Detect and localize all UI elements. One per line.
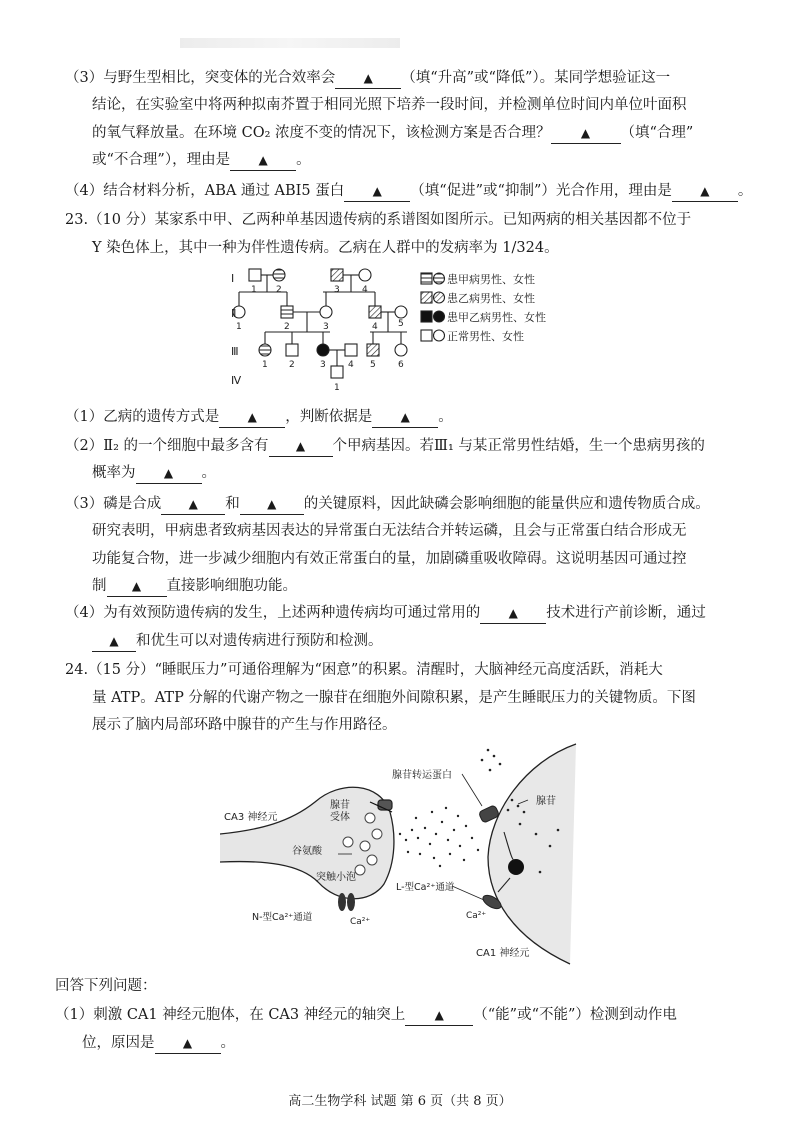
legend-jiayi: 患甲乙病男性、女性 [447,311,546,324]
label-ca3: CA3 神经元 [224,812,278,823]
q24-intro-line3: 展示了脑内局部环路中腺苷的产生与作用路径。 [92,717,397,733]
pedigree-number: 6 [398,360,404,370]
answer-blank[interactable]: ▲ [240,494,304,515]
pedigree-number: 4 [372,322,378,332]
q22-part3-line2: 结论，在实验室中将两种拟南芥置于相同光照下培养一段时间，并检测单位时间内单位叶面积 [92,97,687,113]
I2-jia-female [273,269,285,281]
pedigree-number: 2 [276,285,282,295]
gen-label-IV: Ⅳ [231,374,242,387]
pedigree-number: 1 [251,285,257,295]
q24-sub1-line1: （1）刺激 CA1 神经元胞体，在 CA3 神经元的轴突上 ▲ （“能”或“不能”）检测到动作电 [55,1005,677,1026]
III1-jia-female [259,344,271,356]
pedigree-number: 2 [284,322,290,332]
q23-intro-line1: 23.（10 分）某家系中甲、乙两种单基因遗传病的系谱图如图所示。已知两病的相关基因都不位于 [65,212,692,228]
pedigree-number: 4 [348,360,354,370]
answer-blank[interactable]: ▲ [230,150,296,171]
gen-label-I: Ⅰ [231,272,235,285]
I4-normal-female [359,269,371,281]
q23-sub1: （1）乙病的遗传方式是 ▲ ，判断依据是 ▲ 。 [65,407,453,428]
answer-prompt: 回答下列问题： [55,978,157,994]
label-glutamate: 谷氨酸 [292,846,322,857]
q24-intro-line1: 24.（15 分）“睡眠压力”可通俗理解为“困意”的积累。清醒时，大脑神经元高度活跃，消耗大 [65,662,663,678]
label-ca-right: Ca²⁺ [466,911,487,921]
q23-sub3-line1: （3）磷是合成 ▲ 和 ▲ 的关键原料，因此缺磷会影响细胞的能量供应和遗传物质合成。 [65,494,710,515]
pedigree-number: 1 [262,360,268,370]
answer-blank[interactable]: ▲ [269,436,333,457]
pedigree-number: 5 [398,319,404,329]
III3-jiayi-female [317,344,329,356]
answer-blank[interactable]: ▲ [335,68,401,89]
answer-blank[interactable]: ▲ [480,603,546,624]
q24-sub1-line2: 位，原因是 ▲ 。 [82,1033,235,1054]
answer-blank[interactable]: ▲ [155,1033,221,1054]
q23-sub4-line2: ▲ 和优生可以对遗传病进行预防和检测。 [92,631,383,652]
label-transporter: 腺苷转运蛋白 [392,770,452,781]
q22-part3-line1: （3）与野生型相比，突变体的光合效率会 ▲ （填“升高”或“降低”）。某同学想验证这一 [65,68,670,89]
q23-sub2-line2: 概率为 ▲ 。 [92,463,216,484]
answer-blank[interactable]: ▲ [372,407,438,428]
q23-sub3-line3: 功能复合物，进一步减少细胞内有效正常蛋白的量，加剧磷重吸收障碍。这说明基因可通过控 [92,551,687,567]
label-vesicle: 突触小泡 [316,872,356,883]
q23-sub3-line4: 制 ▲ 直接影响细胞功能。 [92,576,297,597]
answer-blank[interactable]: ▲ [551,123,621,144]
q24-intro-line2: 量 ATP。ATP 分解的代谢产物之一腺苷在细胞外间隙积累，是产生睡眠压力的关键物质。下图 [92,690,696,706]
III2-normal-male [286,344,298,356]
pedigree-number: 3 [320,360,326,370]
pedigree-number: 4 [362,285,368,295]
label-n-channel: N-型Ca²⁺通道 [252,912,313,923]
answer-blank[interactable]: ▲ [219,407,285,428]
label-adenosine: 腺苷 [536,796,556,807]
synapse-diagram [220,742,590,967]
pedigree-number: 1 [236,322,242,332]
q23-sub4-line1: （4）为有效预防遗传病的发生，上述两种遗传病均可通过常用的 ▲ 技术进行产前诊断，通过 [65,603,706,624]
label-ca1: CA1 神经元 [476,948,530,959]
pedigree-number: 5 [370,360,376,370]
q22-part3-line3: 的氧气释放量。在环境 CO₂ 浓度不变的情况下，该检测方案是否合理？ ▲ （填“合理” [92,123,693,144]
I3-yi-male [331,269,343,281]
answer-blank[interactable]: ▲ [672,181,738,202]
III4-normal-male [345,344,357,356]
answer-blank[interactable]: ▲ [344,181,410,202]
q23-sub3-line2: 研究表明，甲病患者致病基因表达的异常蛋白无法结合并转运磷，且会与正常蛋白结合形成无 [92,523,687,539]
q23-sub2-line1: （2）Ⅱ₂ 的一个细胞中最多含有 ▲ 个甲病基因。若Ⅲ₁ 与某正常男性结婚，生一个患病男孩的 [65,436,705,457]
pedigree-chart [225,264,585,399]
legend-normal: 正常男性、女性 [447,330,524,343]
III6-normal-female [395,344,407,356]
label-ca-left: Ca²⁺ [350,917,371,927]
gen-label-III: Ⅲ [231,345,239,358]
label-l-channel: L-型Ca²⁺通道 [396,882,455,893]
answer-blank[interactable]: ▲ [405,1005,473,1026]
answer-blank[interactable]: ▲ [107,576,167,597]
page-footer: 高二生物学科 试题 第 6 页（共 8 页） [288,1094,512,1109]
IV1-normal-male [331,366,343,378]
I1-normal-male [249,269,261,281]
gen-label-II: Ⅱ [231,307,237,320]
pedigree-number: 3 [334,285,340,295]
II5-normal-female [395,306,407,318]
label-receptor-2: 受体 [330,812,350,823]
legend-yi: 患乙病男性、女性 [447,292,535,305]
answer-blank[interactable]: ▲ [136,463,202,484]
answer-blank[interactable]: ▲ [161,494,225,515]
legend-jia: 患甲病男性、女性 [447,273,535,286]
pedigree-number: 3 [323,322,329,332]
III5-yi-male [367,344,379,356]
II2-jia-male [281,306,293,318]
pedigree-number: 1 [334,383,340,393]
q22-part4: （4）结合材料分析，ABA 通过 ABI5 蛋白 ▲ （填“促进”或“抑制”）光合作用，理由是 ▲ 。 [65,181,752,202]
II3-normal-female [320,306,332,318]
pedigree-number: 2 [289,360,295,370]
q23-intro-line2: Y 染色体上，其中一种为伴性遗传病。乙病在人群中的发病率为 1/324。 [92,240,559,256]
q22-part3-line4: 或“不合理”），理由是 ▲ 。 [92,150,311,171]
faded-header-artifact [180,38,400,48]
II4-yi-male [369,306,381,318]
label-receptor: 腺苷 [330,800,350,811]
answer-blank[interactable]: ▲ [92,631,136,652]
